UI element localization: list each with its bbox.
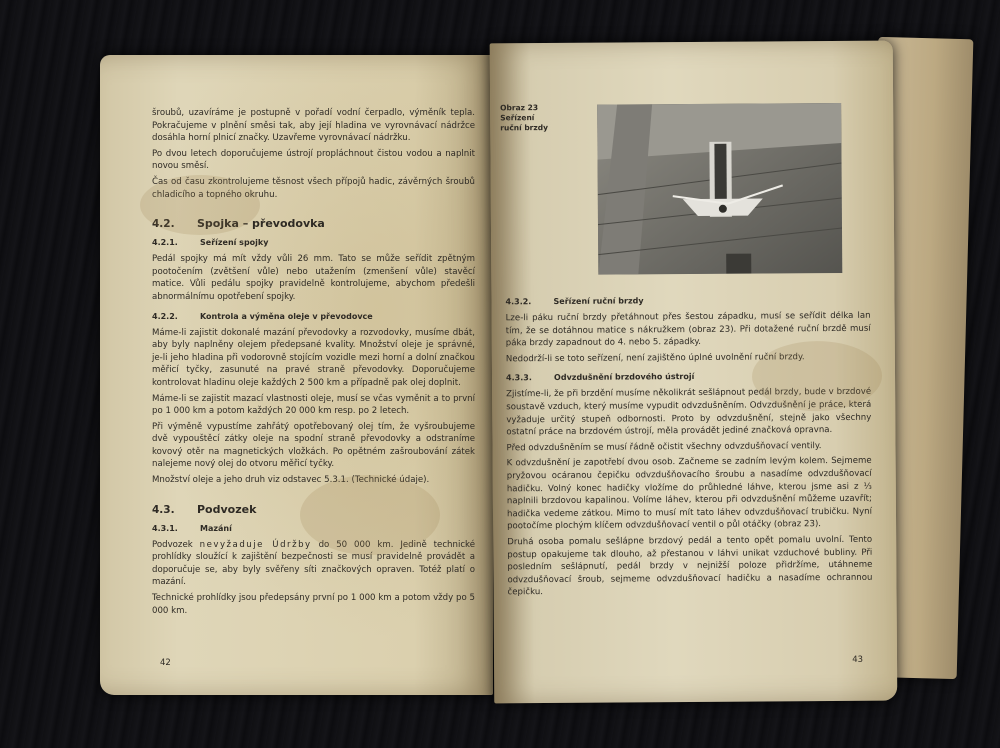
paragraph: Máme-li zajistit dokonalé mazání převodovky a rozvodovky, musíme dbát, aby byly naplněny olejem předepsané kvality. Množství oleje je správné, je-li jeho hladina při vodorovně stojícím vozidle mezi horní a dolní značkou měřicí tyčky, zasunuté na pravé straně převodovky. Doporučujeme kontrolovat hladinu oleje každých 2 500 km a případně pak olej doplnit.: [152, 327, 475, 388]
paragraph: [152, 539, 475, 589]
figure-label: Obraz 23: [500, 103, 539, 113]
section-number: 4.2.: [152, 218, 175, 231]
paragraph: Lze-li páku ruční brzdy přetáhnout přes šestou západku, musí se seřídit délka lan tím, že se dotáhnou matice s nákružkem (obraz 23). Při dotažené ruční brzdě musí páka brzdy zapadnout do 4. nebo 5. západky.: [505, 310, 871, 349]
paragraph: Před odvzdušněním se musí řádně očistit všechny odvzdušňovací ventily.: [506, 440, 822, 454]
left-page: [100, 55, 493, 695]
subsection-number: 4.3.2.: [505, 297, 532, 307]
paragraph: Po dvou letech doporučujeme ústrojí propláchnout čistou vodou a naplnit novou směsí.: [152, 148, 475, 172]
paragraph: Zjistíme-li, že při brzdění musíme několikrát sešlápnout pedál brzdy, bude v brzdové soustavě vzduch, který musíme vypudit odvzdušněním. Odvzdušnění je práce, která vyžaduje určitý stupeň odbornosti. Proto by odvzdušnění, stejně jako všechny ostatní práce na brzdovém ústrojí, měla provádět jediné značková opravna.: [506, 387, 872, 438]
spaced-emphasis: nevyžaduje Údržby: [199, 539, 312, 550]
subsection-title: Seřízení spojky: [200, 238, 269, 248]
subsection-title: Odvzdušnění brzdového ústrojí: [554, 372, 695, 383]
page-number: 42: [160, 658, 171, 668]
paragraph: Pedál spojky má mít vždy vůli 26 mm. Tato se může seřídit zpětným pootočením (zvětšení vůle) nebo utažením (zmenšení vůle) stavěcí matice. Vůli pedálu spojky pravidelně kontrolujeme, abychom předešli abnormálnímu opotřebení spojky.: [152, 254, 475, 302]
paper-stain: [140, 175, 260, 235]
paragraph: šroubů, uzavíráme je postupně v pořadí vodní čerpadlo, výměník tepla. Pokračujeme v plnění směsi tak, aby její hladina ve vyrovnávací nádržce dosáhla horní plnicí značky. Uzavřeme vyrovnávací nádržku.: [152, 108, 475, 144]
subsection-number: 4.2.1.: [152, 238, 178, 248]
handbrake-mechanism-image: [597, 103, 842, 275]
text-run: Podvozek: [152, 539, 193, 550]
paper-stain: [300, 475, 440, 555]
subsection-heading: [152, 312, 475, 321]
handbrake-photo: [597, 103, 842, 275]
right-page: [490, 41, 898, 704]
paragraph: Máme-li se zajistit mazací vlastnosti oleje, musí se včas vyměnit a to první po 1 000 km a potom každých 20 000 km resp. po 2 letech.: [152, 393, 475, 417]
text-run: do 50 000 km. Jedině technické prohlídky sloužící k zajištění bezpečnosti se musí pravidelně provádět a doporučuje se, aby byly svěřeny síti značkových opraven. Totéž platí o mazání.: [152, 539, 476, 588]
subsection-number: 4.2.2.: [152, 311, 178, 321]
paragraph: Nedodrží-li se toto seřízení, není zajištěno úplné uvolnění ruční brzdy.: [505, 352, 805, 365]
paragraph: Množství oleje a jeho druh viz odstavec 5.3.1. (Technické údaje).: [152, 475, 430, 486]
paragraph: Druhá osoba pomalu sešlápne brzdový pedál a tento opět pomalu uvolní. Tento postup opakujeme tak dlouho, až přestanou v láhvi unikat vzduchové bubliny. Při posledním sešlápnutí, pedál brzdy v nejnižší poloze přidržíme, utáhneme odvzdušňovací šroub, sejmeme odvzdušňovací hadičku a nasadíme ochrannou čepičku.: [507, 534, 873, 598]
page-number: 43: [852, 654, 864, 665]
subsection-title: Kontrola a výměna oleje v převodovce: [200, 311, 373, 321]
figure-caption-line: ruční brzdy: [500, 123, 549, 133]
section-number: 4.3.: [152, 503, 175, 516]
paragraph: Technické prohlídky jsou předepsány první po 1 000 km a potom vždy po 5 000 km.: [152, 593, 475, 616]
subsection-heading: [505, 295, 870, 307]
paragraph: K odvzdušnění je zapotřebí dvou osob. Začneme se zadním levým kolem. Sejmeme pryžovou ocáranou čepičku odvzdušňovacího šroubu a nasadíme odvzdušňovací hadičku. Volný konec hadičky vložíme do průhledné láhve, kterou jsme asi z ⅓ naplnili brzdovou kapalinou. Volíme láhev, kterou při odvzdušnění můžeme uzavřít; hadička vedeme zátkou. Mimo to musí mít tato láhev odvzdušňovací trubičku. Nyní pootočíme plochým klíčem odvzdušňovací ventil o půl otáčky (obraz 23).: [506, 456, 873, 532]
subsection-number: 4.3.3.: [506, 373, 532, 383]
figure-caption-line: Seřízení: [500, 113, 535, 123]
section-title: Podvozek: [197, 502, 257, 516]
paragraph: Při výměně vypustíme zahřátý opotřebovaný olej tím, že vyšroubujeme dvě vypouštěcí zátky oleje na spodní straně převodovky a odstraníme kovový otěr na magnetických vložkách. Po opětném zašroubování zátek nalejeme nový olej do otvoru měřicí tyčky.: [152, 421, 475, 470]
subsection-heading: [152, 238, 475, 247]
paragraph: Čas od času zkontrolujeme těsnost všech přípojů hadic, závěrných šroubů chladicího a topného okruhu.: [152, 176, 475, 200]
subsection-number: 4.3.1.: [152, 523, 178, 533]
subsection-title: Mazání: [200, 523, 232, 533]
section-title: Spojka – převodovka: [197, 217, 325, 231]
subsection-title: Seřízení ruční brzdy: [553, 296, 644, 306]
figure-caption: [500, 103, 548, 133]
